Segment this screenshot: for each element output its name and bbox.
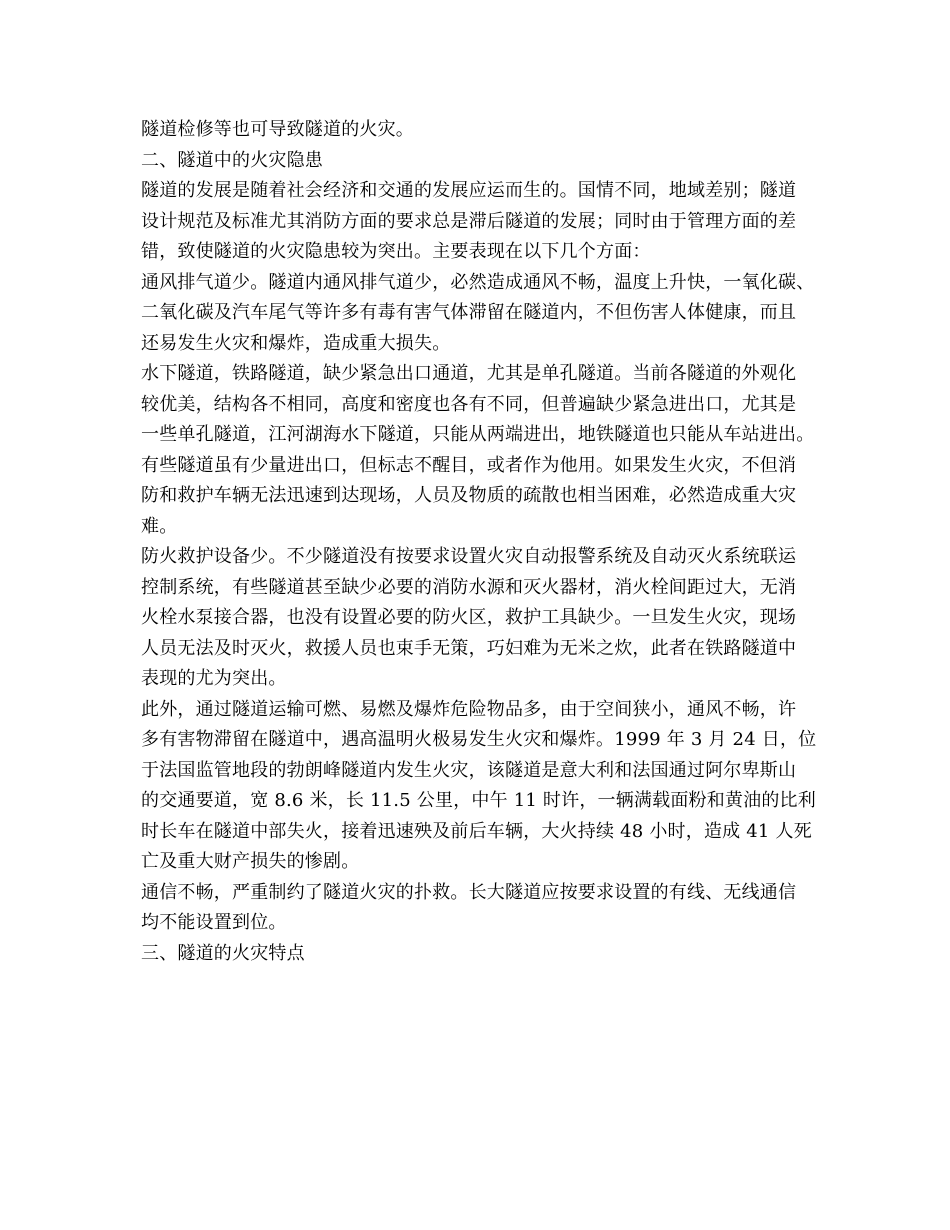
text-line: 一些单孔隧道，江河湖海水下隧道，只能从两端进出，地铁隧道也只能从车站进出。: [141, 424, 815, 445]
text-line: 隧道的发展是随着社会经济和交通的发展应运而生的。国情不同，地域差别；隧道: [141, 180, 797, 201]
text-line: 均不能设置到位。: [141, 912, 287, 933]
text-line: 亡及重大财产损失的惨剧。: [141, 851, 360, 872]
text-line: 火栓水泵接合器，也没有设置必要的防火区，救护工具缺少。一旦发生火灾，现场: [141, 607, 797, 628]
text-line: 还易发生火灾和爆炸，造成重大损失。: [141, 332, 451, 354]
section-heading: 二、隧道中的火灾隐患: [141, 149, 323, 171]
text-line: 防和救护车辆无法迅速到达现场，人员及物质的疏散也相当困难，必然造成重大灾: [141, 485, 797, 506]
text-line: 控制系统，有些隧道甚至缺少必要的消防水源和灭火器材，消火栓间距过大，无消: [141, 576, 797, 598]
text-line: 隧道检修等也可导致隧道的火灾。: [141, 119, 414, 140]
text-line: 通风排气道少。隧道内通风排气道少，必然造成通风不畅，温度上升快，一氧化碳、: [141, 271, 815, 293]
text-line: 通信不畅，严重制约了隧道火灾的扑救。长大隧道应按要求设置的有线、无线通信: [141, 881, 797, 903]
text-line: 较优美，结构各不相同，高度和密度也各有不同，但普遍缺少紧急进出口，尤其是: [141, 393, 797, 415]
text-line: 的交通要道，宽 8.6 米，长 11.5 公里，中午 11 时许，一辆满载面粉和黄油的比利: [141, 790, 816, 811]
text-line: 设计规范及标准尤其消防方面的要求总是滞后隧道的发展；同时由于管理方面的差: [141, 210, 797, 232]
text-line: 难。: [141, 515, 178, 537]
text-line: 时长车在隧道中部失火，接着迅速殃及前后车辆，大火持续 48 小时，造成 41 人死: [141, 820, 812, 842]
text-line: 防火救护设备少。不少隧道没有按要求设置火灾自动报警系统及自动灭火系统联运: [141, 546, 797, 567]
text-line: 多有害物滞留在隧道中，遇高温明火极易发生火灾和爆炸。1999 年 3 月 24 日，位: [141, 729, 817, 750]
text-line: 此外，通过隧道运输可燃、易燃及爆炸危险物品多，由于空间狭小，通风不畅，许: [141, 698, 797, 720]
text-line: 于法国监管地段的勃朗峰隧道内发生火灾，该隧道是意大利和法国通过阿尔卑斯山: [141, 759, 797, 781]
text-line: 表现的尤为突出。: [141, 668, 287, 689]
text-line: 有些隧道虽有少量进出口，但标志不醒目，或者作为他用。如果发生火灾，不但消: [141, 454, 797, 476]
section-heading: 三、隧道的火灾特点: [141, 942, 305, 964]
text-line: 二氧化碳及汽车尾气等许多有毒有害气体滞留在隧道内，不但伤害人体健康，而且: [141, 302, 797, 323]
text-line: 水下隧道，铁路隧道，缺少紧急出口通道，尤其是单孔隧道。当前各隧道的外观化: [141, 363, 797, 384]
text-line: 错，致使隧道的火灾隐患较为突出。主要表现在以下几个方面：: [141, 241, 651, 262]
text-line: 人员无法及时灭火，救援人员也束手无策，巧妇难为无米之炊，此者在铁路隧道中: [141, 637, 797, 659]
